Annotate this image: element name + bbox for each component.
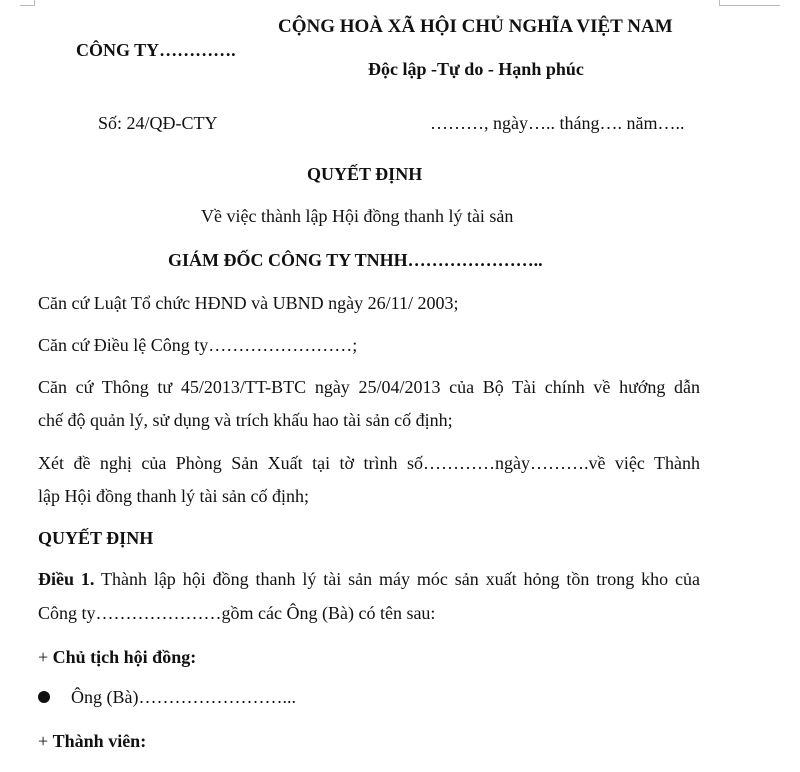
national-motto: Độc lập -Tự do - Hạnh phúc xyxy=(368,59,584,79)
members-heading xyxy=(38,731,146,752)
members-label: Thành viên: xyxy=(52,731,147,751)
basis-circular-line1: Căn cứ Thông tư 45/2013/TT-BTC ngày 25/04/2013 của Bộ Tài chính về hướng dẫn xyxy=(38,377,700,397)
document-subject: Về việc thành lập Hội đồng thanh lý tài sản xyxy=(201,206,514,226)
article1-label: Điều 1. xyxy=(38,569,95,589)
decision-heading: QUYẾT ĐỊNH xyxy=(38,528,154,548)
chairman-label: Chủ tịch hội đồng: xyxy=(52,647,197,667)
members-prefix: + xyxy=(38,731,53,751)
article1-text: Thành lập hội đồng thanh lý tài sản máy móc sản xuất hỏng tồn trong kho của xyxy=(100,569,700,589)
decision-number: Số: 24/QĐ-CTY xyxy=(98,113,218,133)
article1-line2: Công ty…………………gồm các Ông (Bà) có tên sau: xyxy=(38,603,436,623)
document-title: QUYẾT ĐỊNH xyxy=(307,164,423,184)
basis-circular-line2: chế độ quản lý, sử dụng và trích khấu hao tài sản cố định; xyxy=(38,410,453,430)
chairman-prefix: + xyxy=(38,647,53,667)
chairman-item: Ông (Bà)……………………... xyxy=(71,687,296,707)
basis-proposal-line2: lập Hội đồng thanh lý tài sản cố định; xyxy=(38,486,309,506)
bullet-icon xyxy=(38,691,50,703)
issuing-authority: GIÁM ĐỐC CÔNG TY TNHH………………….. xyxy=(168,250,543,270)
date-line: ………, ngày….. tháng…. năm….. xyxy=(430,113,685,133)
margin-mark-left xyxy=(20,0,35,6)
margin-mark-right xyxy=(719,0,780,6)
basis-charter: Căn cứ Điều lệ Công ty……………………; xyxy=(38,335,358,355)
article1-line1 xyxy=(38,569,700,590)
company-name: CÔNG TY…………. xyxy=(76,40,236,60)
country-header: CỘNG HOÀ XÃ HỘI CHỦ NGHĨA VIỆT NAM xyxy=(278,16,673,37)
basis-law: Căn cứ Luật Tổ chức HĐND và UBND ngày 26/11/ 2003; xyxy=(38,293,459,313)
basis-proposal-line1: Xét đề nghị của Phòng Sản Xuất tại tờ trình số…………ngày……….về việc Thành xyxy=(38,453,700,473)
chairman-heading xyxy=(38,647,196,668)
